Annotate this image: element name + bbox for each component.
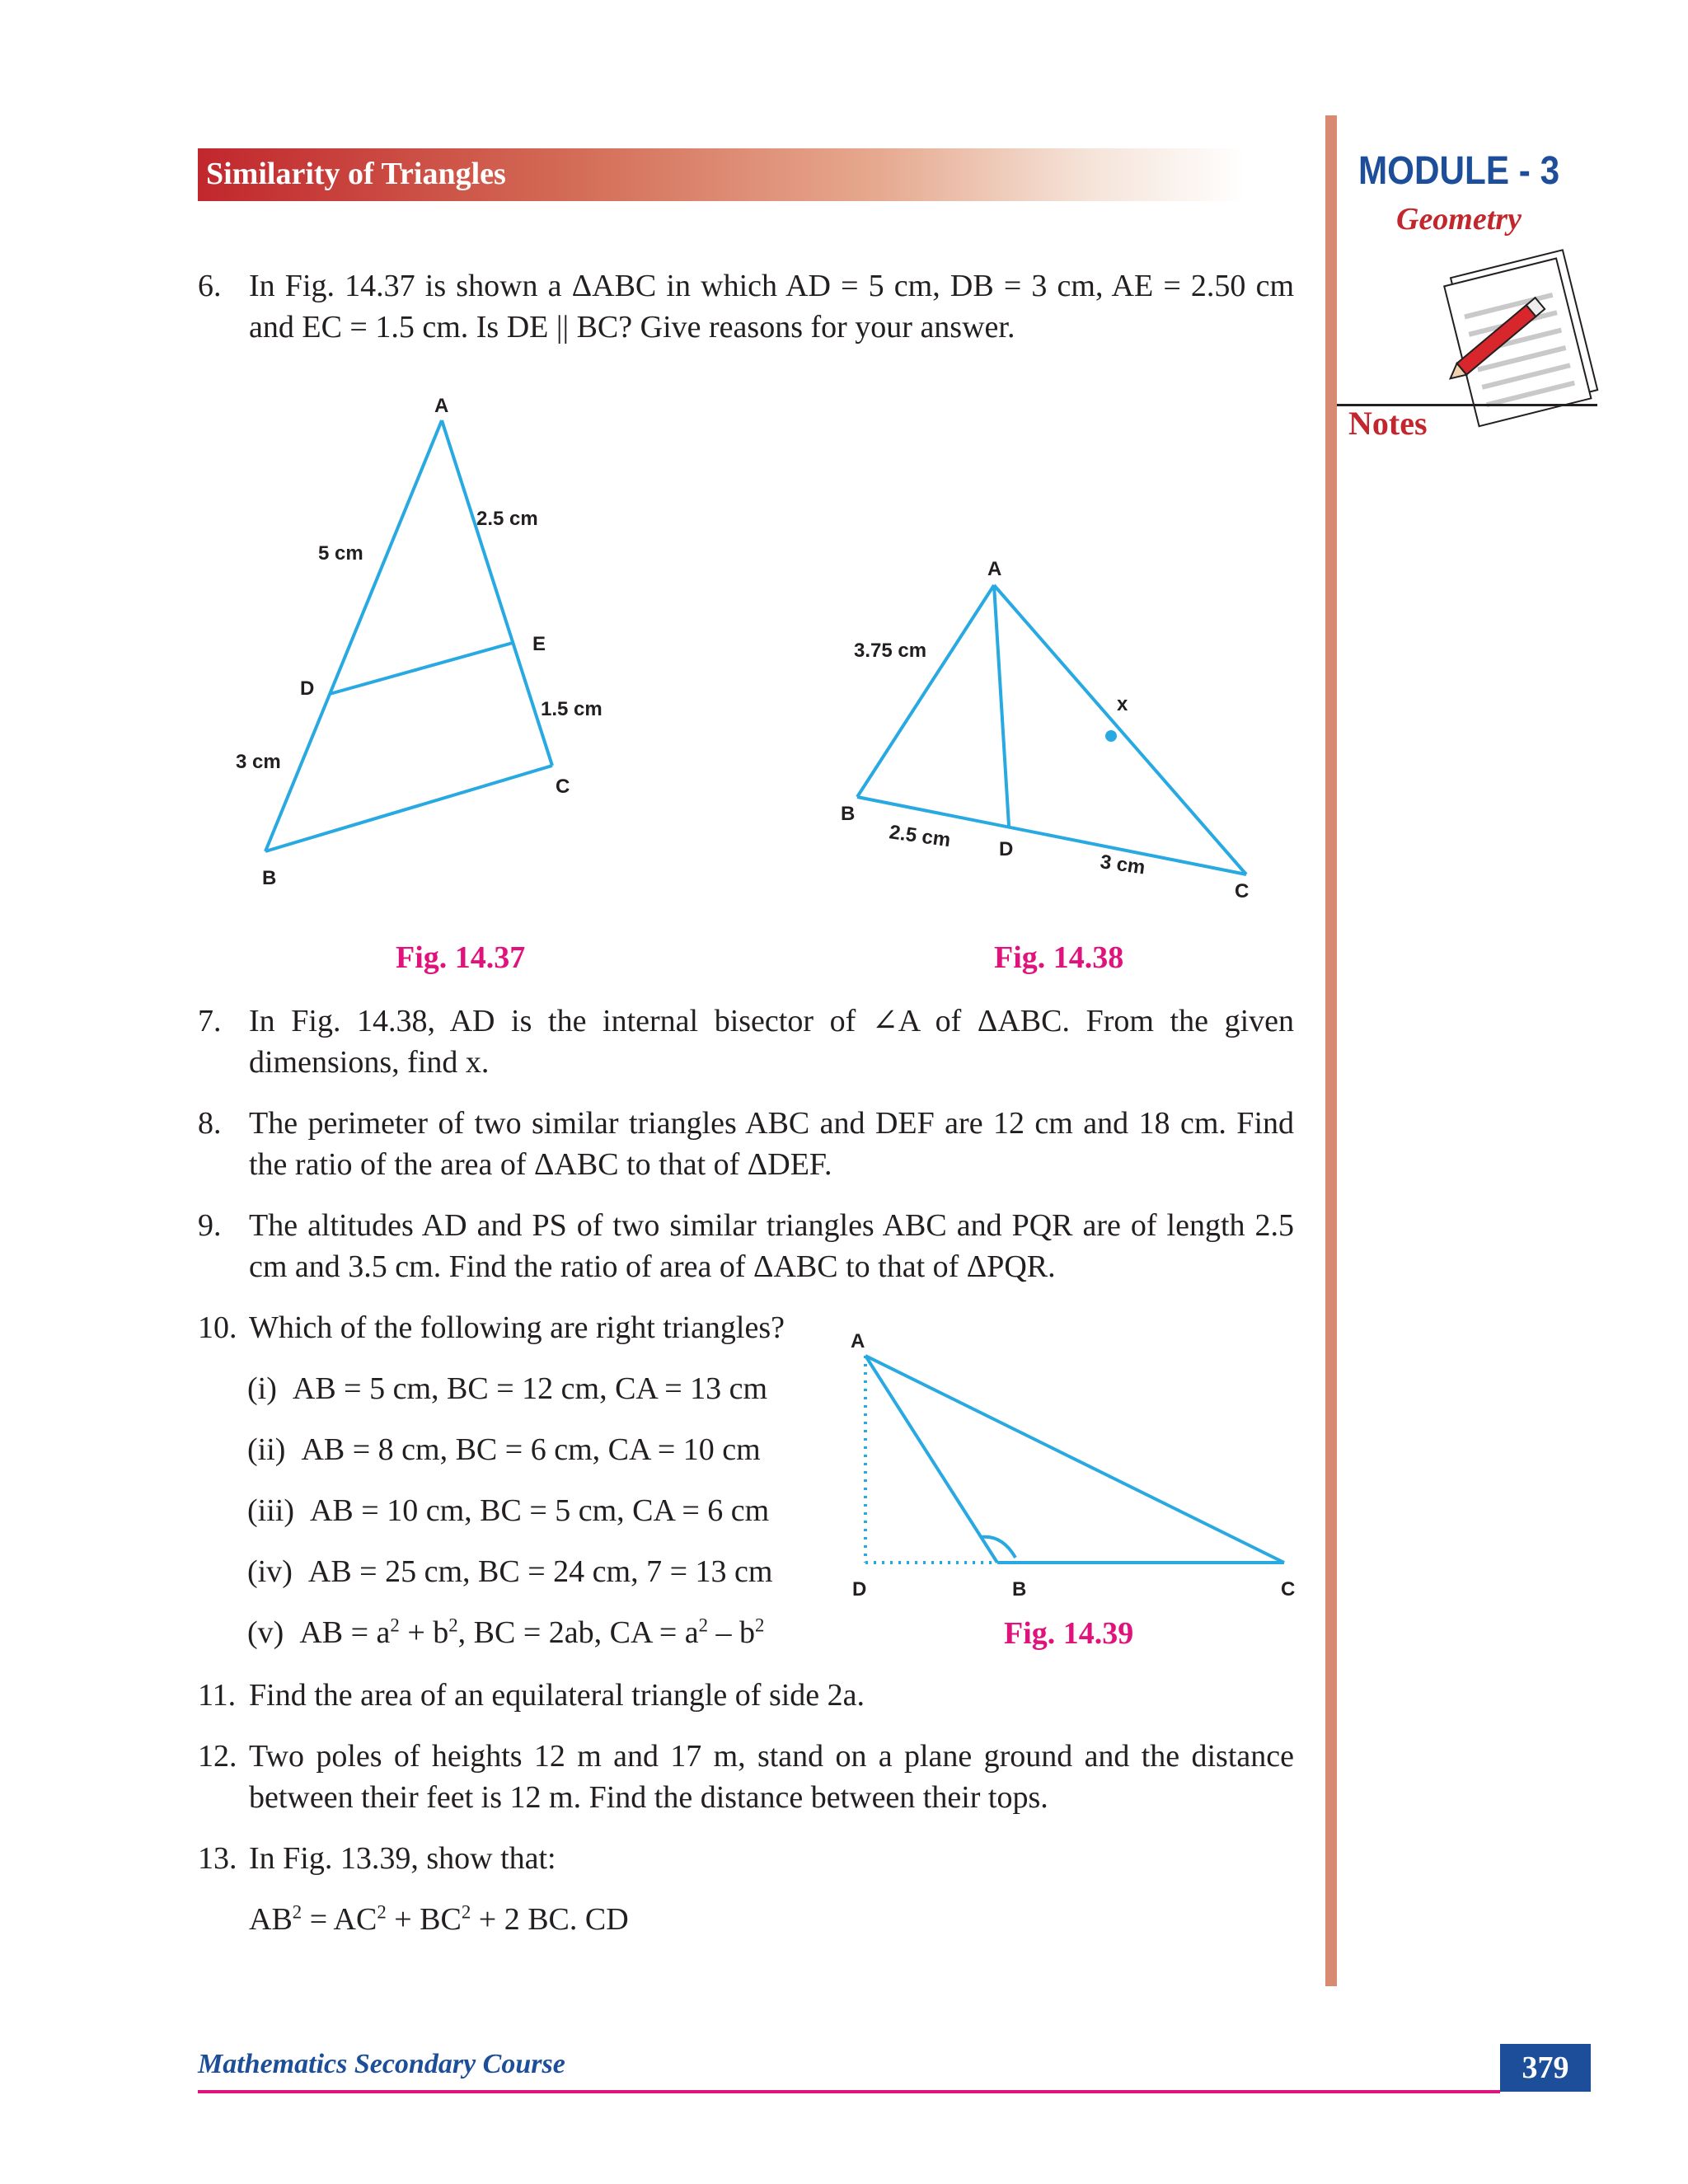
page-number: 379 xyxy=(1500,2044,1591,2092)
question-13 xyxy=(198,1838,1294,1879)
vertex-label-b: B xyxy=(262,867,277,889)
q13-equation: $AB^2 = AC^2 + BC^2 + 2$ BC. CD xyxy=(249,1901,629,1937)
q10-option-iii xyxy=(247,1490,769,1531)
question-number: 7. xyxy=(198,1004,222,1038)
measure-db: 3 cm xyxy=(236,751,281,773)
vertex-label-a: A xyxy=(987,558,1002,580)
segment-de xyxy=(330,643,513,694)
figure-14-38 xyxy=(824,548,1286,911)
vertex-label-a: A xyxy=(851,1330,865,1352)
vertex-label-a: A xyxy=(434,395,449,417)
question-6 xyxy=(198,265,1294,348)
option-text: AB = 8 cm, BC = 6 cm, CA = 10 cm xyxy=(301,1432,761,1467)
vertex-label-b: B xyxy=(841,803,856,825)
question-number: 11. xyxy=(198,1678,237,1713)
label-x: x xyxy=(1117,693,1128,715)
vertex-label-e: E xyxy=(532,633,546,655)
question-number: 9. xyxy=(198,1208,222,1243)
question-text: Find the area of an equilateral triangle of side 2a. xyxy=(249,1678,865,1713)
question-text: Two poles of heights 12 m and 17 m, stand on a plane ground and the distance between their feet is 12 m. Find the distance between their tops. xyxy=(249,1739,1294,1815)
question-text: The perimeter of two similar triangles ABC and DEF are 12 cm and 18 cm. Find the ratio of the area of ΔABC to that of ΔDEF. xyxy=(249,1106,1294,1182)
question-number: 12. xyxy=(198,1739,237,1774)
question-number: 10. xyxy=(198,1310,237,1345)
q10-option-ii xyxy=(247,1429,761,1470)
q10-option-iv xyxy=(247,1551,772,1592)
side-ab xyxy=(857,585,994,797)
vertex-label-b: B xyxy=(1012,1578,1027,1601)
module-label: MODULE - 3 xyxy=(1358,149,1560,193)
option-number: (ii) xyxy=(247,1432,286,1467)
option-number: (iii) xyxy=(247,1493,294,1528)
measure-dc: 3 cm xyxy=(1099,851,1147,879)
vertex-label-c: C xyxy=(556,776,570,798)
question-text: In Fig. 14.38, AD is the internal bisector of ∠A of ΔABC. From the given dimensions, find x. xyxy=(249,1004,1294,1080)
option-number: (v) xyxy=(247,1615,284,1650)
vertex-label-c: C xyxy=(1235,880,1250,902)
question-11 xyxy=(198,1675,1294,1716)
figure-caption-14-38: Fig. 14.38 xyxy=(994,940,1124,975)
measure-bd: 2.5 cm xyxy=(888,821,952,852)
side-bc xyxy=(265,766,552,851)
bisector-ad xyxy=(994,585,1009,826)
side-ac xyxy=(865,1356,1284,1563)
question-9 xyxy=(198,1205,1294,1287)
question-7 xyxy=(198,1001,1294,1083)
question-12 xyxy=(198,1736,1294,1818)
question-8 xyxy=(198,1103,1294,1185)
question-10 xyxy=(198,1307,940,1348)
margin-rule xyxy=(1325,115,1337,1986)
option-text: AB = 25 cm, BC = 24 cm, 7 = 13 cm xyxy=(307,1554,773,1589)
figure-caption-14-37: Fig. 14.37 xyxy=(396,940,526,975)
option-number: (i) xyxy=(247,1371,277,1406)
side-ab xyxy=(265,420,442,851)
question-text: The altitudes AD and PS of two similar triangles ABC and PQR are of length 2.5 cm and 3.5 cm. Find the ratio of area of ΔABC to that of ΔPQR. xyxy=(249,1208,1294,1284)
option-number: (iv) xyxy=(247,1554,293,1589)
footer-course-title: Mathematics Secondary Course xyxy=(198,2049,565,2079)
measure-ec: 1.5 cm xyxy=(541,698,603,720)
question-text: Which of the following are right triangles? xyxy=(249,1310,785,1345)
measure-ab: 3.75 cm xyxy=(854,640,927,662)
footer-rule xyxy=(198,2090,1500,2093)
option-text: AB = 5 cm, BC = 12 cm, CA = 13 cm xyxy=(292,1371,768,1406)
question-number: 6. xyxy=(198,269,222,303)
q10-option-i xyxy=(247,1368,767,1409)
question-text: In Fig. 13.39, show that: xyxy=(249,1841,556,1876)
notes-pad-icon xyxy=(1434,247,1599,429)
option-text: AB = $a^2 + b^2$, BC = 2ab, CA = $a^2 - b^2$ xyxy=(299,1615,765,1650)
figure-caption-14-39: Fig. 14.39 xyxy=(1004,1616,1134,1651)
figure-14-39 xyxy=(832,1319,1311,1615)
point-x-marker xyxy=(1105,730,1117,742)
vertex-label-d: D xyxy=(999,838,1014,860)
vertex-label-d: D xyxy=(300,677,315,700)
question-number: 13. xyxy=(198,1841,237,1876)
measure-ad: 5 cm xyxy=(318,542,363,565)
question-number: 8. xyxy=(198,1106,222,1141)
side-ac xyxy=(442,420,552,766)
measure-ae: 2.5 cm xyxy=(476,508,538,530)
q10-option-v xyxy=(247,1612,764,1653)
module-subject: Geometry xyxy=(1396,202,1522,237)
notes-label: Notes xyxy=(1348,405,1428,442)
figure-14-37 xyxy=(223,383,651,894)
vertex-label-d: D xyxy=(852,1578,867,1601)
section-title: Similarity of Triangles xyxy=(206,157,506,191)
option-text: AB = 10 cm, BC = 5 cm, CA = 6 cm xyxy=(309,1493,770,1528)
vertex-label-c: C xyxy=(1281,1578,1296,1601)
question-text: In Fig. 14.37 is shown a ΔABC in which AD = 5 cm, DB = 3 cm, AE = 2.50 cm and EC = 1.5 cm. Is DE || BC? Give reasons for your answer. xyxy=(249,269,1294,344)
